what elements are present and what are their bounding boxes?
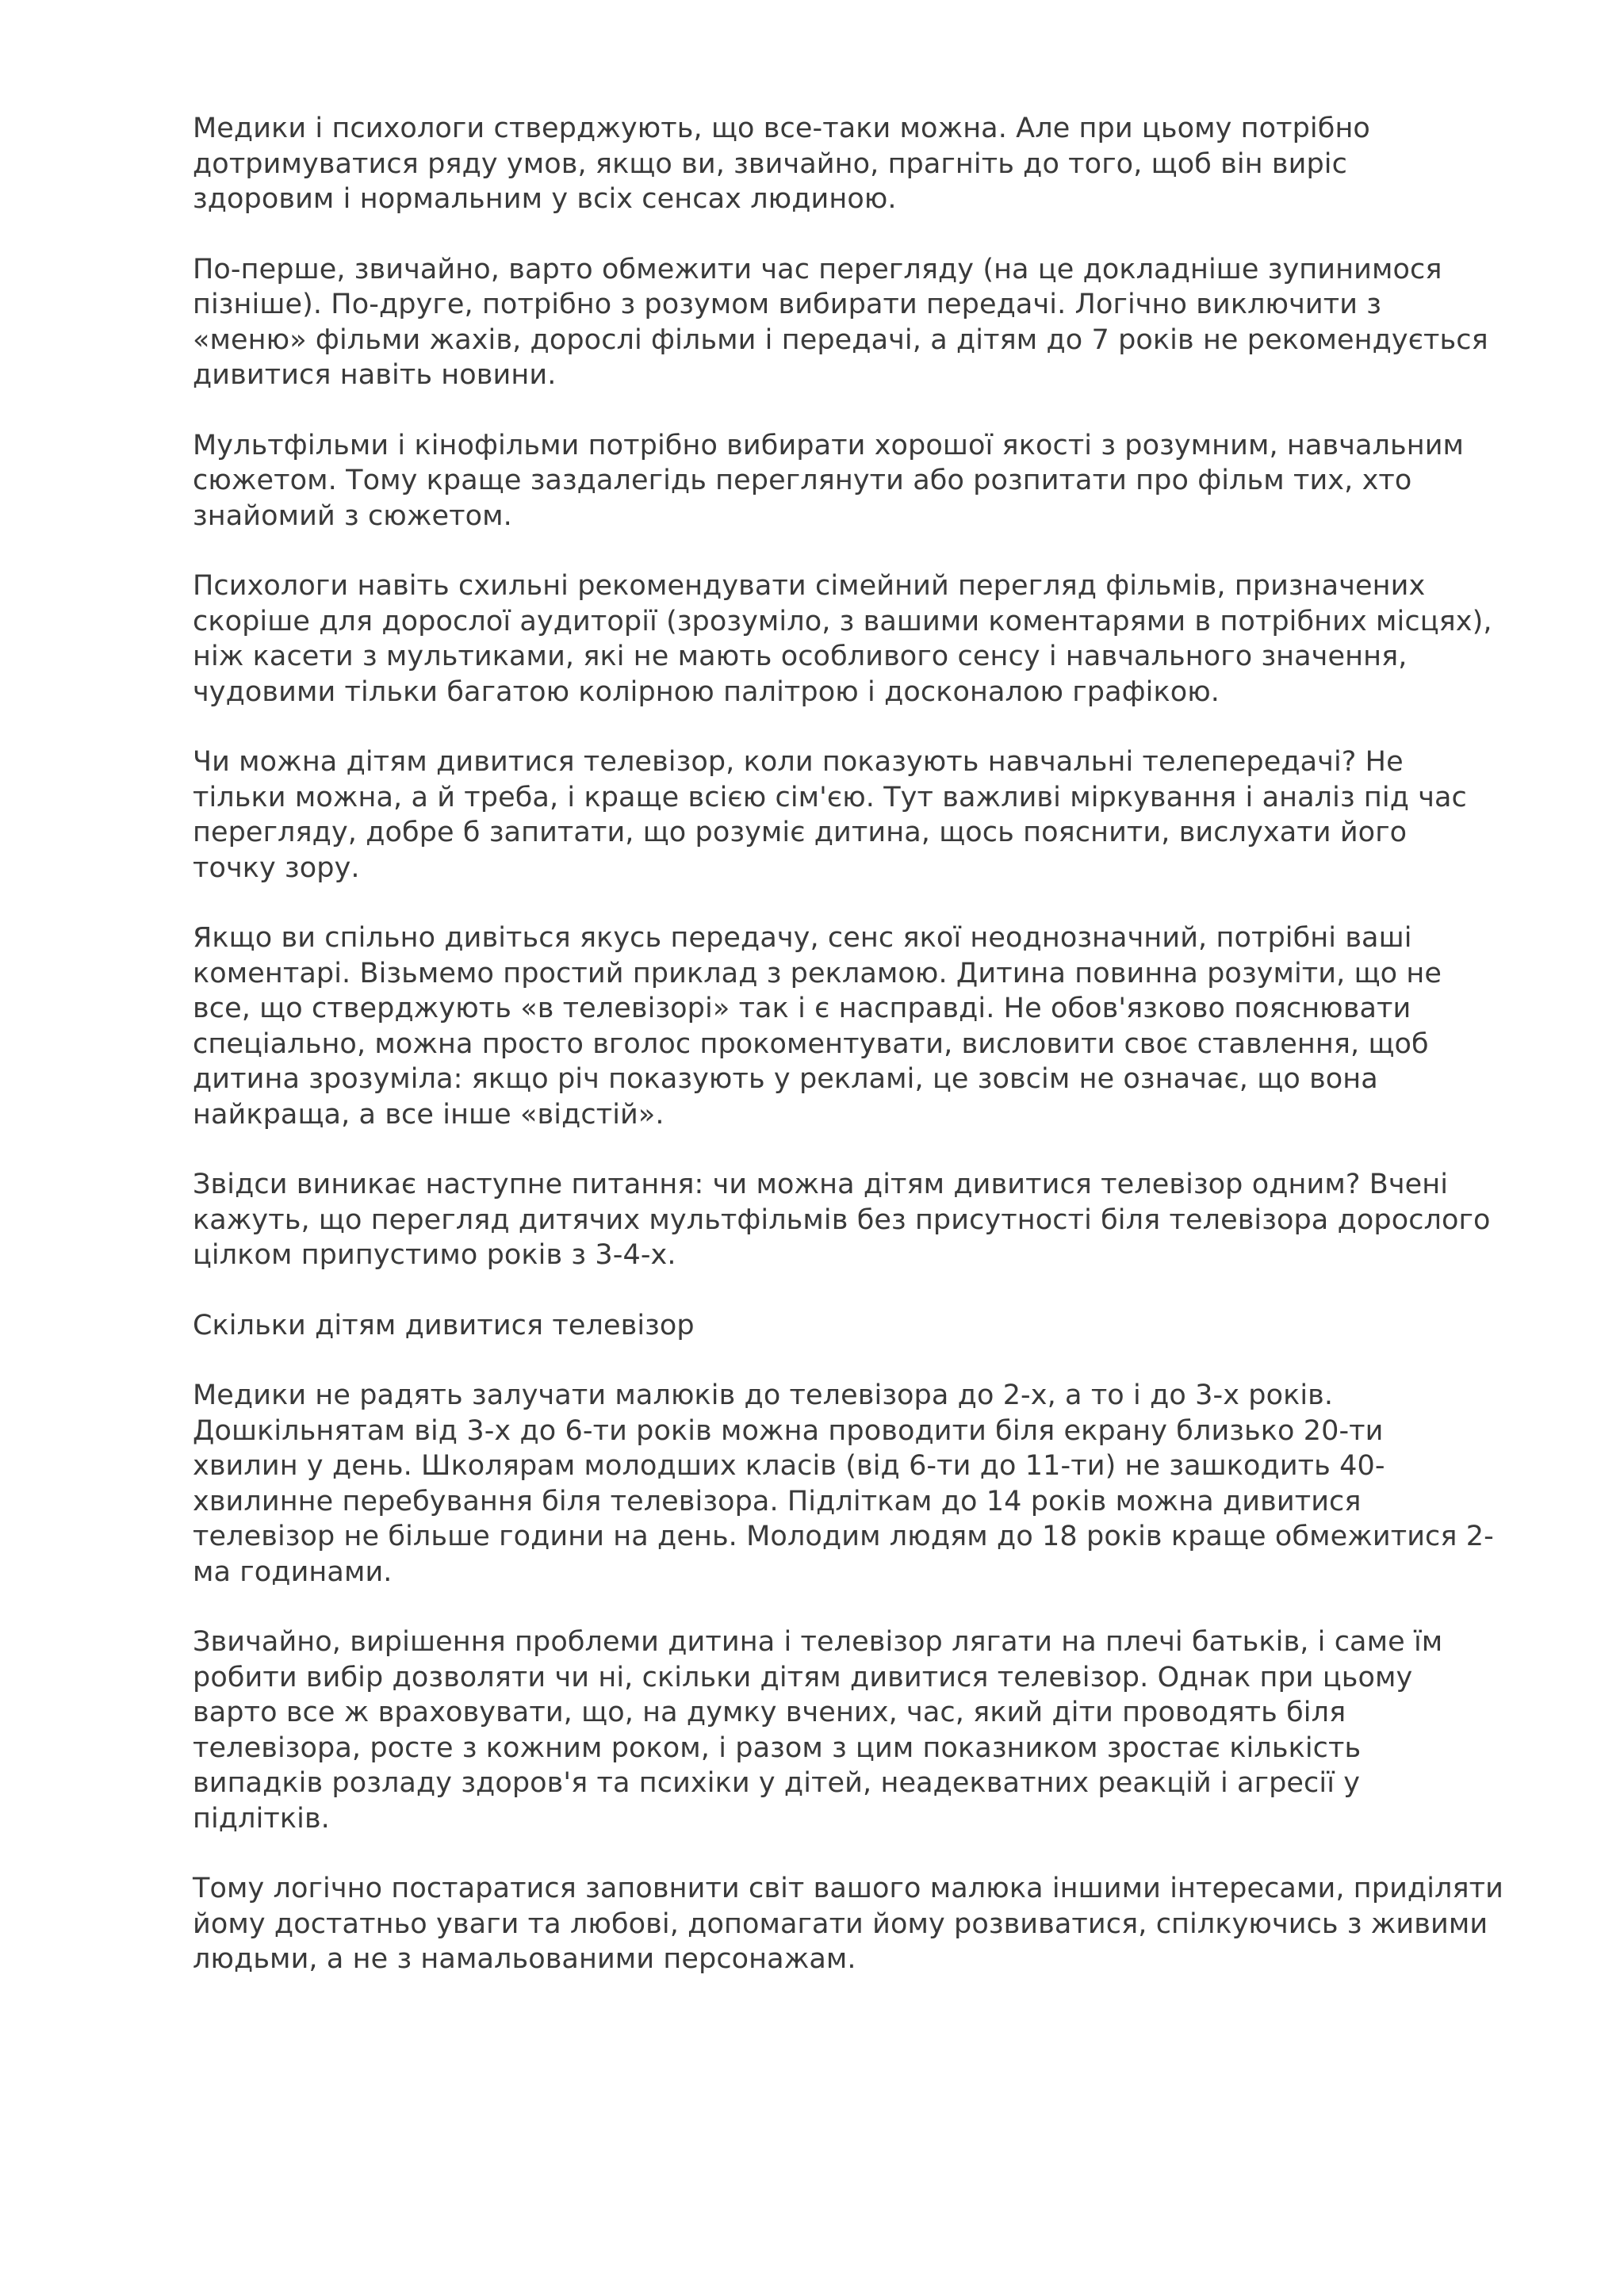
document-page (193, 111, 1525, 2012)
paragraph: Медики не радять залучати малюків до телевізора до 2-х, а то і до 3-х років. Дошкільнятам від 3-х до 6-ти років можна проводити біля екрану близько 20-ти хвилин у день. Школярам молодших класів (від 6-ти до 11-ти) не зашкодить 40- хвилинне перебування біля телевізора. Підліткам до 14 років можна дивитися телевізор не більше години на день. Молодим людям до 18 років краще обмежитися 2- ма годинами. (193, 1380, 1494, 1588)
paragraph: Чи можна дітям дивитися телевізор, коли показують навчальні телепередачі? Не тільки можна, а й треба, і краще всією сім'єю. Тут важливі міркування і аналіз під час перегляду, добре б запитати, що розуміє дитина, щось пояснити, вислухати його точку зору. (193, 746, 1467, 884)
paragraph: Звідси виникає наступне питання: чи можна дітям дивитися телевізор одним? Вчені кажуть, що перегляд дитячих мультфільмів без присутності біля телевізора дорослого цілком припустимо років з 3-4-х. (193, 1169, 1491, 1271)
paragraph: По-перше, звичайно, варто обмежити час перегляду (на це докладніше зупинимося пізніше). По-друге, потрібно з розумом вибирати передачі. Логічно виключити з «меню» фільми жахів, дорослі фільми і передачі, а дітям до 7 років не рекомендується дивитися навіть новини. (193, 253, 1488, 391)
paragraph: Якщо ви спільно дивіться якусь передачу, сенс якої неоднозначний, потрібні ваші коментарі. Візьмемо простий приклад з рекламою. Дитина повинна розуміти, що не все, що стверджують «в телевізорі» так і є насправді. Не обов'язково пояснювати спеціально, можна просто вголос прокоментувати, висловити своє ставлення, щоб дитина зрозуміла: якщо річ показують у рекламі, це зовсім не означає, що вона найкраща, а все інше «відстій». (193, 922, 1442, 1131)
paragraph: Тому логічно постаратися заповнити світ вашого малюка іншими інтересами, приділяти йому достатньо уваги та любові, допомагати йому розвиватися, спілкуючись з живими людьми, а не з намальованими персонажам. (193, 1873, 1504, 1975)
paragraph: Звичайно, вирішення проблеми дитина і телевізор лягати на плечі батьків, і саме їм робити вибір дозволяти чи ні, скільки дітям дивитися телевізор. Однак при цьому варто все ж враховувати, що, на думку вчених, час, який діти проводять біля телевізора, росте з кожним роком, і разом з цим показником зростає кількість випадків розладу здоров'я та психіки у дітей, неадекватних реакцій і агресії у підлітків. (193, 1626, 1443, 1835)
section-heading: Скільки дітям дивитися телевізор (193, 1309, 695, 1341)
paragraph: Психологи навіть схильні рекомендувати сімейний перегляд фільмів, призначених скоріше для дорослої аудиторії (зрозуміло, з вашими коментарями в потрібних місцях), ніж касети з мультиками, які не мають особливого сенсу і навчального значення, чудовими тільки багатою колірною палітрою і досконалою графікою. (193, 570, 1492, 708)
paragraph: Медики і психологи стверджують, що все-таки можна. Але при цьому потрібно дотримуватися ряду умов, якщо ви, звичайно, прагніть до того, щоб він виріс здоровим і нормальним у всіх сенсах людиною. (193, 113, 1370, 215)
paragraph: Мультфільми і кінофільми потрібно вибирати хорошої якості з розумним, навчальним сюжетом. Тому краще заздалегідь переглянути або розпитати про фільм тих, хто знайомий з сюжетом. (193, 429, 1465, 532)
